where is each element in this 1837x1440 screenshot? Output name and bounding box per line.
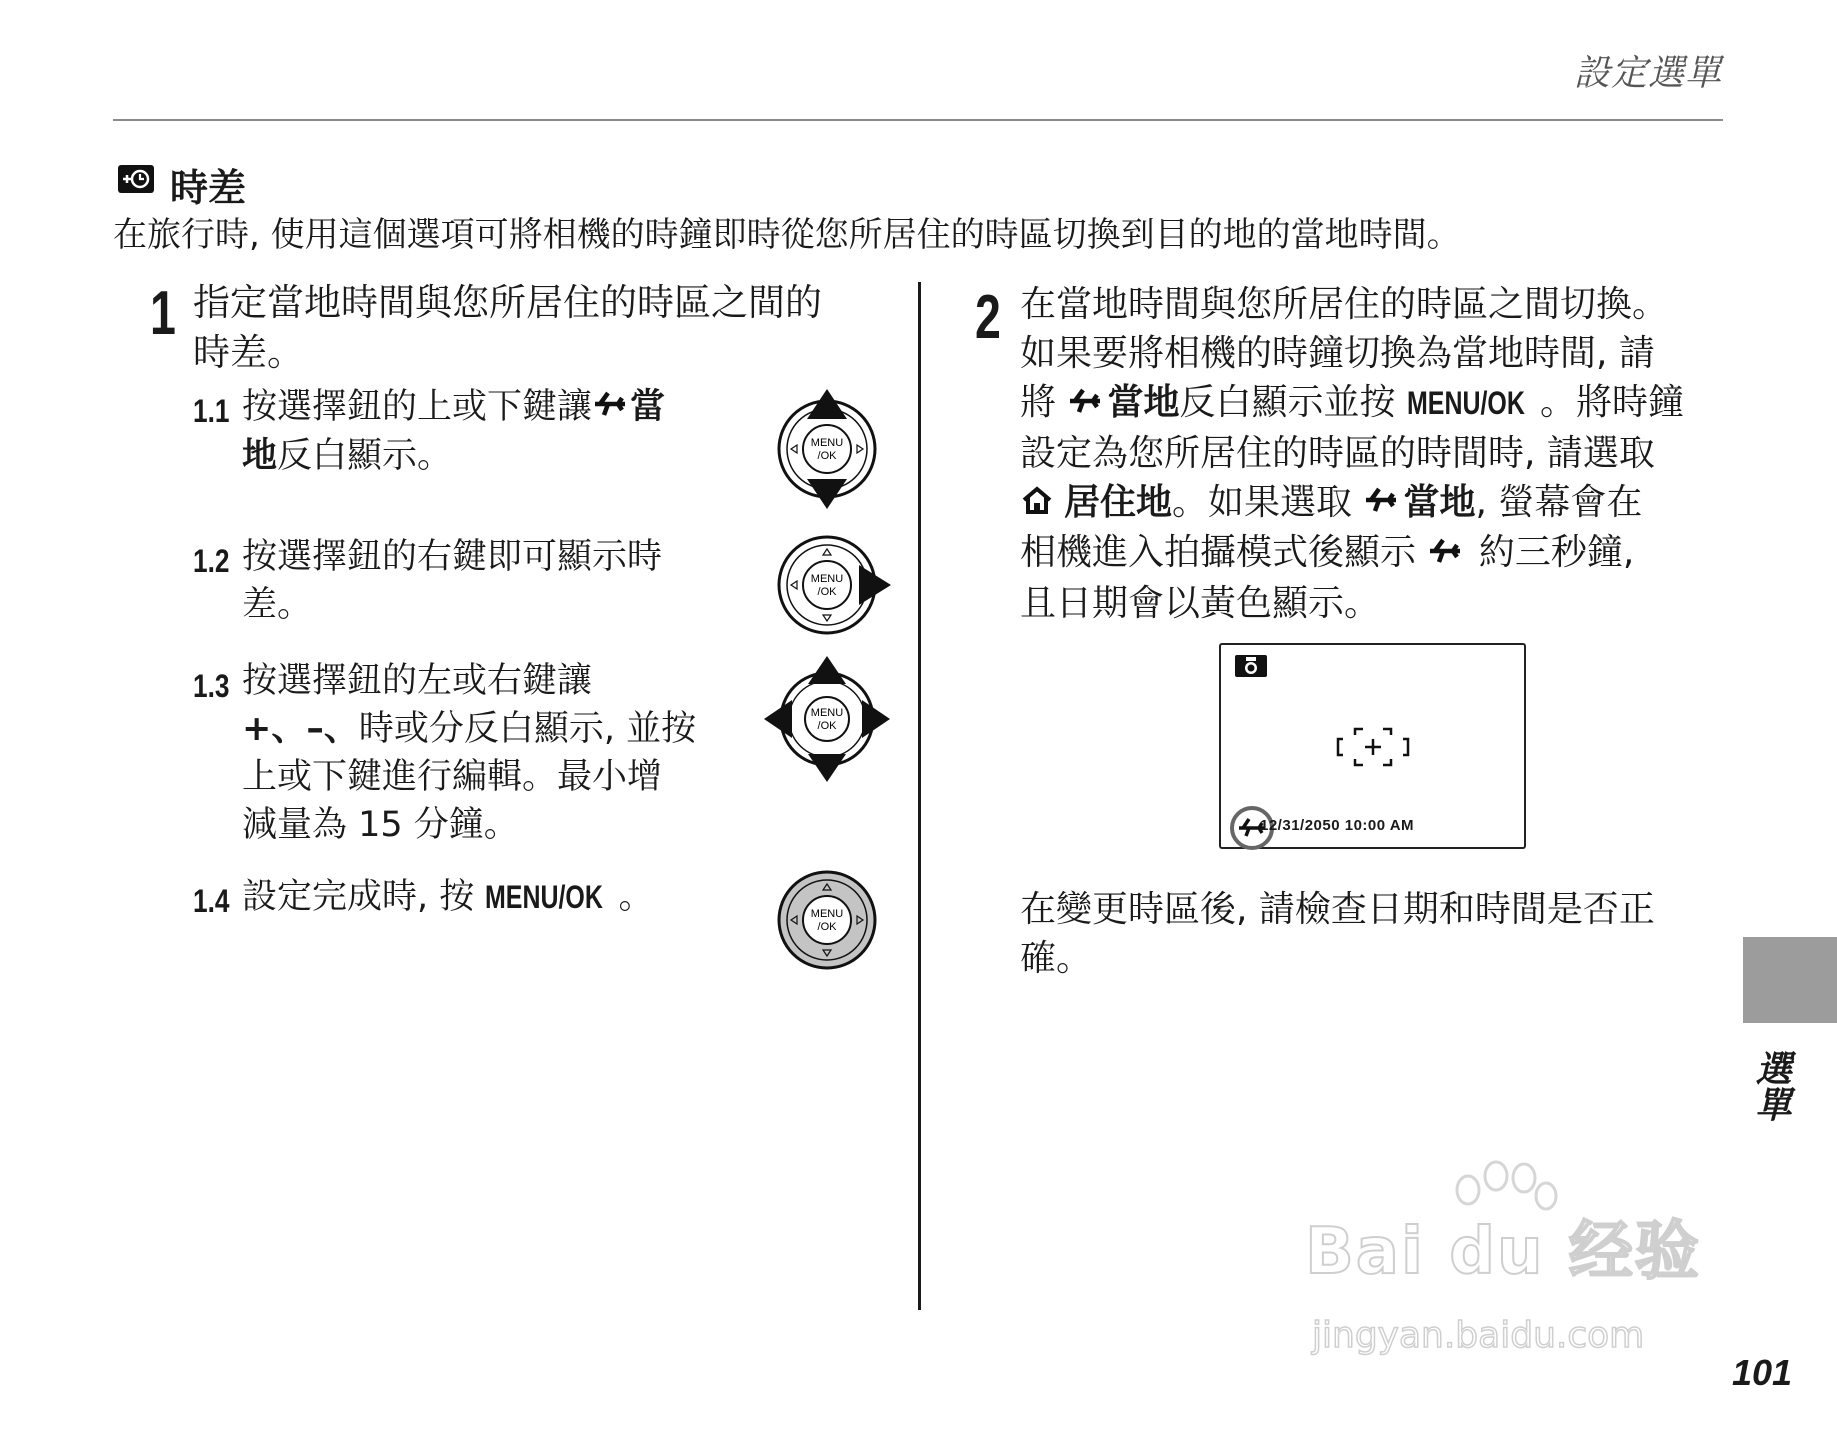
local-label: 當地 xyxy=(1107,382,1180,423)
step-2-note xyxy=(1020,885,1655,983)
airplane-icon xyxy=(1363,479,1403,528)
step-2-line2: 如果要將相機的時鐘切換為當地時間, 請 xyxy=(1020,333,1655,374)
header-rule xyxy=(113,119,1723,121)
substep-1-3-number: 1.3 xyxy=(193,668,230,704)
airplane-icon xyxy=(1427,530,1467,579)
step-2-line5d: , 螢幕會在 xyxy=(1475,481,1643,523)
header-title: 設定選單 xyxy=(1573,53,1722,94)
selector-dial-right xyxy=(765,535,895,645)
substep-1-3-line3: 上或下鍵進行編輯。最小增 xyxy=(242,757,663,797)
dial-menu-label-2: /OK xyxy=(817,921,837,933)
step-2-number: 2 xyxy=(975,283,1001,352)
substep-1-4-text xyxy=(242,873,722,921)
home-icon xyxy=(1020,479,1064,528)
local-label: 當地 xyxy=(1403,481,1476,523)
dial-menu-label-1: MENU xyxy=(810,908,844,920)
dial-menu-label-2: /OK xyxy=(817,586,837,598)
chapter-tab xyxy=(1743,937,1837,1023)
selector-dial-all-directions xyxy=(760,652,895,787)
step-2-line4: 設定為您所居住的時區的時間時, 請選取 xyxy=(1020,432,1655,474)
airplane-icon xyxy=(592,384,630,432)
screen-date-time: 12/31/2050 10:00 AM xyxy=(1260,817,1415,834)
dial-menu-label-1: MENU xyxy=(810,707,844,719)
focus-frame-icon xyxy=(1333,727,1413,767)
watermark-brand: Bai du 经验 xyxy=(1305,1215,1701,1289)
substep-1-3-text xyxy=(242,657,722,849)
step-2-line6a: 相機進入拍攝模式後顯示 xyxy=(1020,532,1428,573)
watermark-url: jingyan.baidu.com xyxy=(1312,1315,1645,1356)
substep-1-2-line2: 差。 xyxy=(242,585,313,625)
step-2-note-line1: 在變更時區後, 請檢查日期和時間是否正 xyxy=(1020,889,1655,930)
home-label: 居住地 xyxy=(1064,481,1173,523)
selector-dial-center xyxy=(765,865,895,975)
step-2-line7: 且日期會以黃色顯示。 xyxy=(1020,582,1381,624)
menu-ok-label: MENU/OK xyxy=(1406,385,1525,421)
step-1-title-line2: 時差。 xyxy=(193,331,304,374)
step-2-line3a: 將 xyxy=(1020,382,1068,423)
step-1-title-line1: 指定當地時間與您所居住的時區之間的 xyxy=(193,281,822,324)
intro-text: 在旅行時, 使用這個選項可將相機的時鐘即時從您所居住的時區切換到目的地的當地時間。 xyxy=(113,215,1461,255)
substep-1-1-number: 1.1 xyxy=(193,393,230,429)
substep-1-3-line2: 時或分反白顯示, 並按 xyxy=(358,709,697,749)
section-title: 時差 xyxy=(170,166,247,210)
substep-1-4-end: 。 xyxy=(618,877,654,917)
substep-1-4-number: 1.4 xyxy=(193,883,230,919)
plus-minus-label: +、–、 xyxy=(242,709,359,749)
dial-menu-label-2: /OK xyxy=(817,720,837,732)
dial-menu-label-1: MENU xyxy=(810,573,844,585)
step-2-note-line2: 確。 xyxy=(1020,938,1093,979)
substep-1-2-number: 1.2 xyxy=(193,543,230,579)
substep-1-1-line1: 按選擇鈕的上或下鍵讓 xyxy=(242,387,593,427)
column-divider xyxy=(918,282,921,1310)
menu-ok-label: MENU/OK xyxy=(485,879,604,915)
step-2-line6b: 約三秒鐘, xyxy=(1467,532,1635,573)
camera-mode-icon xyxy=(1235,655,1267,677)
local-label: 當 xyxy=(630,387,666,427)
substep-1-3-line4: 減量為 15 分鐘。 xyxy=(242,805,519,845)
selector-dial-up-down xyxy=(765,383,895,513)
step-1-number: 1 xyxy=(150,279,176,348)
side-label: 選單 xyxy=(1750,1050,1791,1122)
step-2-line3d: 。將時鐘 xyxy=(1540,382,1685,423)
substep-1-2-line1: 按選擇鈕的右鍵即可顯示時 xyxy=(242,537,663,577)
substep-1-3-line1: 按選擇鈕的左或右鍵讓 xyxy=(242,661,593,701)
dial-menu-label-1: MENU xyxy=(810,437,844,449)
dial-menu-label-2: /OK xyxy=(817,450,837,462)
time-difference-icon xyxy=(118,165,154,193)
step-2-line3c: 反白顯示並按 xyxy=(1179,382,1407,423)
step-2-title: 在當地時間與您所居住的時區之間切換。 xyxy=(1020,284,1669,325)
substep-1-4-label: 設定完成時, 按 xyxy=(242,877,486,917)
page-number: 101 xyxy=(1732,1352,1793,1393)
substep-1-1-text xyxy=(242,383,732,480)
step-2-text xyxy=(1020,280,1740,628)
substep-1-2-text xyxy=(242,533,722,629)
step-2-line5b: 。如果選取 xyxy=(1172,481,1364,523)
step-1-title xyxy=(193,278,822,378)
substep-1-1-line2: 反白顯示。 xyxy=(277,436,453,476)
airplane-icon xyxy=(1067,380,1107,429)
local-label-2: 地 xyxy=(242,436,278,476)
